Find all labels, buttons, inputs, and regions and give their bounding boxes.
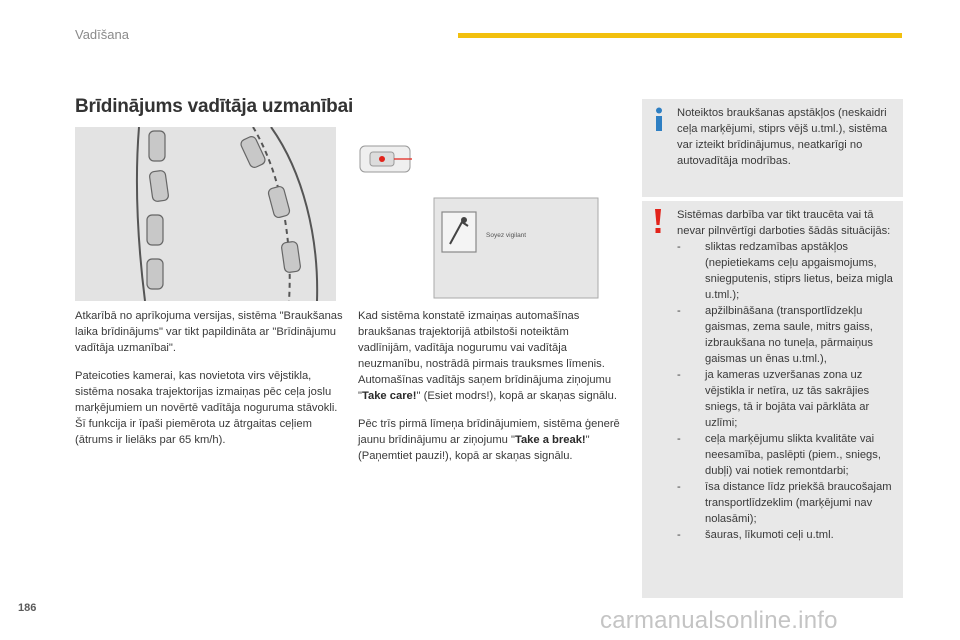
- watermark: carmanualsonline.info: [600, 607, 838, 634]
- paragraph-first-level-alert: Kad sistēma konstatē izmaiņas automašīnas braukšanas trajektorijā atbilstoši noteiktām vadlīnijām, vadītāja nogurumu vai vadītāja neuzmanību, nostrādā pirmais trauksmes līmenis. Automašīnas vadītājs saņem brīdinājuma ziņojumu "Take care!" (Esiet modrs!), kopā ar skaņas signālu.: [358, 310, 617, 402]
- page-number: 186: [18, 602, 37, 614]
- info-note-box: [642, 99, 903, 197]
- page-title: Brīdinājums vadītāja uzmanībai: [75, 96, 354, 117]
- exclamation-icon: [653, 209, 663, 233]
- list-item: - ceļa marķējumu slikta kvalitāte vai neesamība, paslēpti (piem., sniegs, dubļi) vai notiek remontdarbi;: [677, 431, 895, 479]
- list-item: - ja kameras uzveršanas zona uz vējstikla ir netīra, uz tās sakrājies sniegs, tā ir bojāta vai pārklāta ar uzlīmi;: [677, 367, 895, 431]
- lane-drift-drawing: [75, 127, 336, 301]
- list-item: - sliktas redzamības apstākļos (nepietiekams ceļu apgaismojums, sniegputenis, stiprs lietus, beiza migla u.tml.);: [677, 239, 895, 303]
- info-icon: [652, 107, 666, 131]
- paragraph-second-level-alert: Pēc trīs pirmā līmeņa brīdinājumiem, sistēma ģenerē jaunu brīdinājumu ar ziņojumu "Take a break!" (Paņemtiet pauzi!), kopā ar skaņas signālu.: [358, 418, 620, 462]
- paragraph: Pateicoties kamerai, kas novietota virs vējstikla, sistēma nosaka trajektorijas izmaiņas pēc ceļa joslu marķējumiem un novērtē vadītāja noguruma stāvokli.: [75, 370, 338, 414]
- screen-message: Soyez vigilant: [486, 232, 527, 239]
- section-label: Vadīšana: [75, 27, 129, 42]
- header-accent-bar: [458, 33, 902, 38]
- list-item: - īsa distance līdz priekšā braucošajam transportlīdzeklim (marķējumi nav nolasāmi);: [677, 479, 895, 527]
- warning-note-content: [677, 207, 895, 543]
- list-item: - apžilbināšana (transportlīdzekļu gaismas, zema saule, mitrs gaiss, izbraukšana no tuneļa, pārmaiņus gaismas un ēnas u.tml.),: [677, 303, 895, 367]
- lane-drift-illustration: [75, 127, 336, 301]
- info-note-text: Noteiktos braukšanas apstākļos (neskaidri ceļa marķējumi, stiprs vējš u.tml.), sistēma var izteikt brīdinājumus, neatkarīgi no autovadītāja modrības.: [677, 107, 888, 167]
- text-column-2: [358, 308, 620, 476]
- list-item: - šauras, līkumoti ceļi u.tml.: [677, 527, 895, 543]
- camera-screen-drawing: [358, 140, 600, 300]
- text-column-1: [75, 308, 345, 460]
- paragraph: Atkarībā no aprīkojuma versijas, sistēma "Braukšanas laika brīdinājums" var tikt papildināta ar "Brīdinājumu vadītāja uzmanībai".: [75, 310, 343, 354]
- camera-screen-illustration: [358, 140, 600, 300]
- warning-conditions-list: [677, 239, 895, 543]
- take-care-message: Take care!: [361, 390, 417, 402]
- warning-intro: Sistēmas darbība var tikt traucēta vai tā nevar pilnvērtīgi darboties šādās situācijās:: [677, 209, 891, 237]
- warning-note-box: [642, 201, 903, 598]
- paragraph: Šī funkcija ir īpaši piemērota uz ātrgaitas ceļiem (ātrums ir lielāks par 65 km/h).: [75, 418, 312, 446]
- take-break-message: Take a break!: [514, 434, 586, 446]
